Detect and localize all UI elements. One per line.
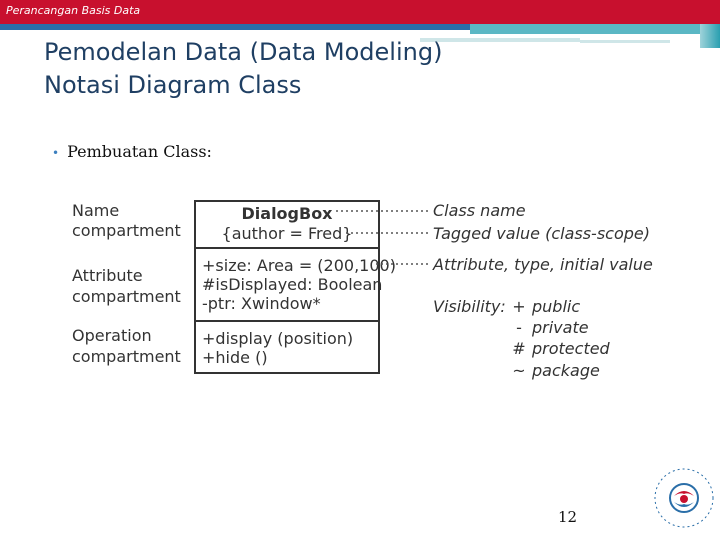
header-strip-teal [470, 24, 720, 34]
university-logo-icon [652, 466, 716, 530]
operation-2: +hide () [202, 348, 268, 367]
left-label-operation-compartment: compartment [72, 347, 181, 366]
slide-title-line1: Pemodelan Data (Data Modeling) [44, 38, 443, 66]
left-label-name-compartment: compartment [72, 221, 181, 240]
slide-title-line2: Notasi Diagram Class [44, 71, 302, 99]
header-strip-right [700, 24, 720, 48]
right-label-attribute: Attribute, type, initial value [433, 255, 653, 274]
attribute-1: +size: Area = (200,100) [202, 256, 396, 275]
visibility-public: public [532, 297, 581, 316]
visibility-symbol-protected: # [512, 339, 526, 358]
tagged-value: {author = Fred} [221, 224, 353, 243]
uml-class-diagram [60, 195, 660, 385]
bullet-text: Pembuatan Class: [67, 142, 212, 161]
visibility-symbol-private: - [516, 318, 522, 337]
left-label-name: Name [72, 201, 120, 220]
course-title: Perancangan Basis Data [6, 4, 141, 17]
header-strip-light-2 [580, 40, 670, 43]
header-strip-light [420, 38, 580, 42]
right-label-class-name: Class name [433, 201, 526, 220]
header-bar [0, 0, 720, 24]
visibility-package: package [532, 361, 600, 380]
visibility-symbol-public: + [512, 297, 526, 316]
class-name: DialogBox [241, 204, 333, 223]
left-label-attribute: Attribute [72, 266, 143, 285]
bullet-dot-icon: • [52, 146, 60, 160]
left-label-attribute-compartment: compartment [72, 287, 181, 306]
right-label-tagged-value: Tagged value (class-scope) [433, 224, 650, 243]
slide-title [44, 36, 442, 102]
visibility-symbol-package: ~ [512, 361, 526, 380]
page-number: 12 [558, 508, 578, 526]
visibility-label: Visibility: [433, 297, 506, 316]
visibility-protected: protected [532, 339, 610, 358]
visibility-private: private [532, 318, 589, 337]
left-label-operation: Operation [72, 326, 152, 345]
attribute-3: -ptr: Xwindow* [202, 294, 321, 313]
attribute-2: #isDisplayed: Boolean [202, 275, 383, 294]
bullet-item [52, 142, 212, 161]
operation-1: +display (position) [202, 329, 354, 348]
